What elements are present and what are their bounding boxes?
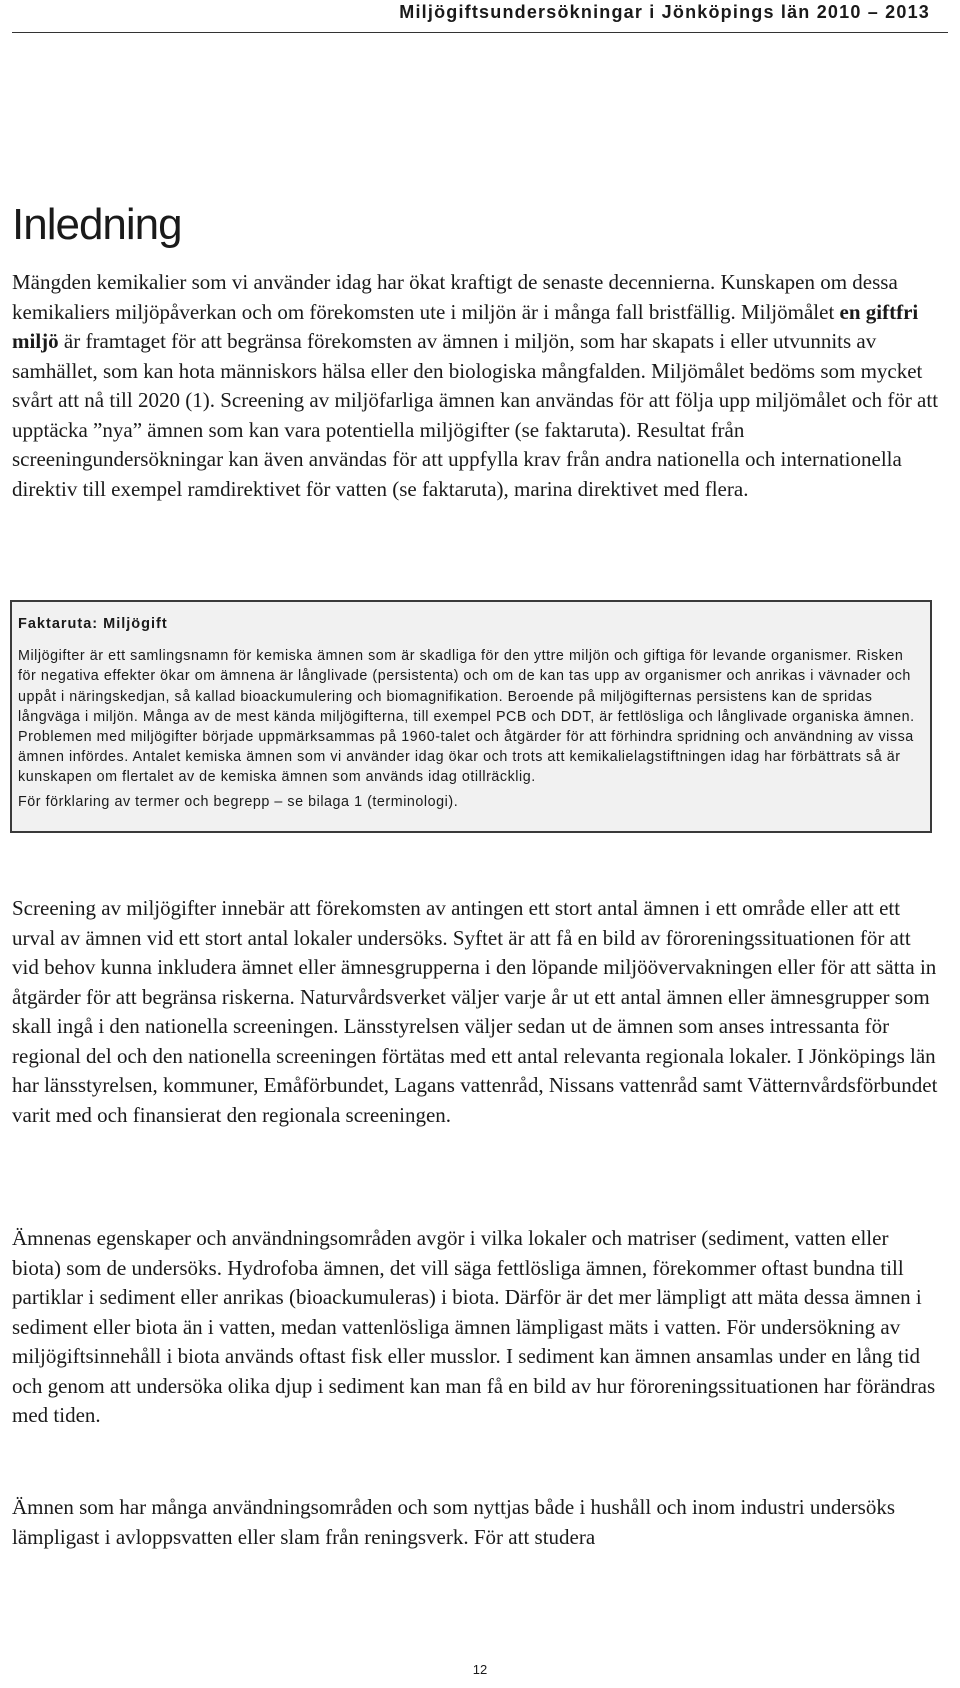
- usage-paragraph: Ämnen som har många användningsområden och som nyttjas både i hushåll och inom industri undersöks lämpligast i avloppsvatten eller slam från reningsverk. För att studera: [12, 1495, 896, 1549]
- fact-box-note: För förklaring av termer och begrepp – se bilaga 1 (terminologi).: [18, 793, 459, 810]
- header-divider: [12, 32, 948, 33]
- intro-paragraph: [12, 268, 942, 504]
- fact-box: [10, 600, 932, 833]
- screening-paragraph: Screening av miljögifter innebär att förekomsten av antingen ett stort antal ämnen i ett område eller att ett urval av ämnen vid ett stort antal lokaler undersöks. Syftet är att få en bild av föroreningssituationen för att vid behov kunna inkludera ämnet eller ämnesgrupperna i den löpande miljöövervakningen eller för att sätta in åtgärder för att begränsa riskerna. Naturvårdsverket väljer varje år ut ett antal ämnen eller ämnesgrupper som skall ingå i den nationella screeningen. Länsstyrelsen väljer sedan ut de ämnen som anses intressanta för regional del och den nationella screeningen förtätas med ett antal relevanta regionala lokaler. I Jönköpings län har länsstyrelsen, kommuner, Emåförbundet, Lagans vattenråd, Nissans vattenråd samt Vätternvårdsförbundet varit med och finansierat den regionala screeningen.: [12, 896, 938, 1127]
- page-number: 12: [472, 1662, 488, 1677]
- properties-paragraph: Ämnenas egenskaper och användningsområden avgör i vilka lokaler och matriser (sediment, vatten eller biota) som de undersöks. Hydrofoba ämnen, det vill säga fettlösliga ämnen, förekommer oftast bundna till partiklar i sediment eller anrikas (bioackumuleras) i biota. Därför är det mer lämpligt att mäta dessa ämnen i sediment eller biota än i vatten, medan vattenlösliga ämnen lämpligast mäts i vatten. För undersökning av miljögiftsinnehåll i biota används oftast fisk eller musslor. I sediment kan ämnen ansamlas under en lång tid och genom att undersöka olika djup i sediment kan man få en bild av hur föroreningssituationen har förändras med tiden.: [12, 1226, 936, 1427]
- intro-text-part2: är framtaget för att begränsa förekomsten av ämnen i miljön, som har skapats i eller utvunnits av samhället, som kan hota människors hälsa eller den biologiska mångfalden. Miljömålet bedöms som mycket svårt att nå till 2020 (1). Screening av miljöfarliga ämnen kan användas för att följa upp miljömålet och för att upptäcka ”nya” ämnen som kan vara potentiella miljögifter (se faktaruta). Resultat från screeningundersökningar kan även användas för att uppfylla krav från andra nationella och internationella direktiv till exempel ramdirektivet för vatten (se faktaruta), marina direktivet med flera.: [12, 329, 939, 501]
- fact-box-title: Faktaruta: Miljögift: [18, 616, 168, 632]
- section-title: Inledning: [12, 200, 182, 249]
- running-header: Miljögiftsundersökningar i Jönköpings län 2010 – 2013: [399, 2, 930, 22]
- fact-box-text: Miljögifter är ett samlingsnamn för kemiska ämnen som är skadliga för den yttre miljön och giftiga för levande organismer. Risken för negativa effekter ökar om ämnena är långlivade (persistenta) och om de kan tas upp av organismer och anrikas i vävnader och uppåt i näringskedjan, så kallad bioackumulering och biomagnifikation. Beroende på miljögifternas persistens kan de spridas långväga i miljön. Många av de mest kända miljögifterna, till exempel PCB och DDT, är fettlösliga och långlivade organiska ämnen. Problemen med miljögifter började uppmärksammas på 1960-talet och åtgärder för att förhindra spridning och användning av vissa ämnen infördes. Antalet kemiska ämnen som vi använder idag ökar och trots att kemikalielagstiftningen idag har förbättrats så är kunskapen om flertalet av de kemiska ämnen som används idag otillräcklig.: [18, 648, 915, 786]
- intro-emphasis: en giftfri miljö: [12, 299, 919, 353]
- intro-text-part1: Mängden kemikalier som vi använder idag har ökat kraftigt de senaste decennierna. Kunskapen om dessa kemikaliers miljöpåverkan och om förekomsten ute i miljön är i många fall bristfällig. Miljömålet: [12, 270, 898, 324]
